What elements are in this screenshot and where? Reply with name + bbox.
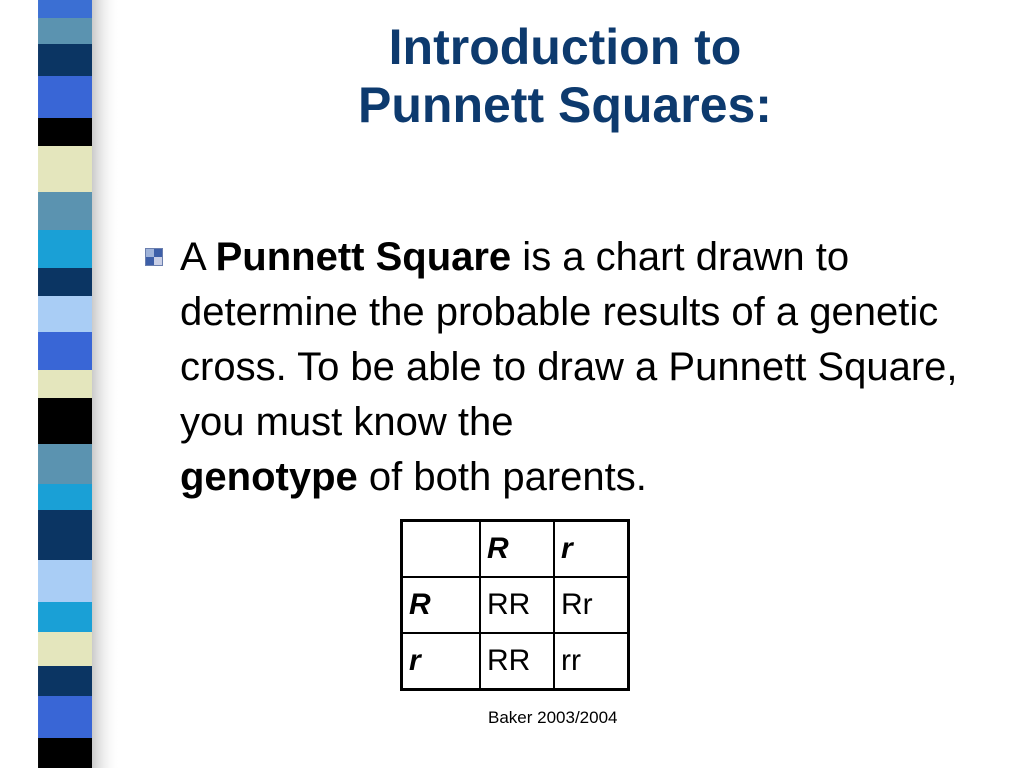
bullet-text-b: is a chart drawn to determine the probable results of a genetic cross. To be able to draw a Punnett Square, you must know the xyxy=(180,235,958,444)
table-row xyxy=(402,633,629,690)
table-cell: rr xyxy=(554,633,629,690)
table-header-cell: r xyxy=(554,521,629,578)
table-header-cell: R xyxy=(480,521,554,578)
table-cell: Rr xyxy=(554,577,629,633)
bullet-term-punnett-square: Punnett Square xyxy=(215,235,512,279)
title-line-1: Introduction to xyxy=(388,19,742,75)
decorative-stripe-border xyxy=(0,0,120,768)
bullet-text-c: of both parents. xyxy=(357,455,647,499)
bullet-text-a: A xyxy=(180,235,216,279)
stripe-segments xyxy=(38,0,92,768)
table-row-label: R xyxy=(402,577,481,633)
checkered-square-bullet-icon xyxy=(145,248,163,266)
bullet-term-genotype: genotype xyxy=(180,455,358,499)
bullet-paragraph xyxy=(180,230,980,505)
table-row xyxy=(402,577,629,633)
punnett-square-table xyxy=(400,519,630,691)
table-corner-cell xyxy=(402,521,481,578)
table-cell: RR xyxy=(480,633,554,690)
table-row-label: r xyxy=(402,633,481,690)
stripe-right-shadow xyxy=(92,0,120,768)
slide-title xyxy=(230,18,900,134)
title-line-2: Punnett Squares: xyxy=(358,77,772,133)
table-header-row xyxy=(402,521,629,578)
credit-text: Baker 2003/2004 xyxy=(488,708,618,727)
stripe-left-fade xyxy=(0,0,40,768)
table-cell: RR xyxy=(480,577,554,633)
